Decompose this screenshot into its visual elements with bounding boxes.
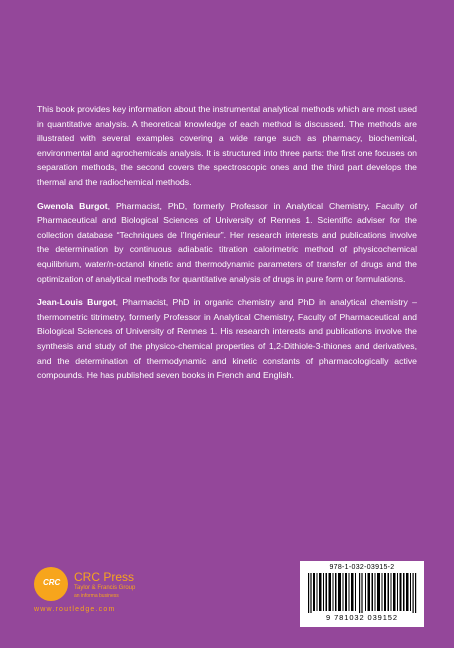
crc-logo-icon	[34, 567, 68, 601]
isbn-number: 978-1-032-03915-2	[329, 564, 395, 571]
author-name: Gwenola Burgot	[37, 200, 108, 211]
barcode-icon	[308, 573, 418, 616]
isbn-barcode	[300, 561, 424, 627]
author-bio-gwenola	[37, 199, 417, 287]
publisher-group: Taylor & Francis Group	[74, 585, 136, 591]
author-bio-text: , Pharmacist, PhD, formerly Professor in Analytical Chemistry, Faculty of Pharmaceutical and Biological Sciences of University of Rennes 1. Scientific adviser for the collection database “Techniques de l’Ingénieur”. Her research interests and publications involve the determination by continuous adiabatic titration calorimetric method of physicochemical equilibrium, water/n-octanol kinetic and thermodynamic parameters of transfer of drugs and the optimization of analytical methods for quantitative analysis of drugs in pure form or formulations.	[37, 200, 417, 284]
book-description: This book provides key information about the instrumental analytical methods which are most used in quantitative analysis. A theoretical knowledge of each method is discussed. The methods are illustrated with several examples covering a wide range such as pharmacy, biochemical, environmental and agrochemicals analysis. It is structured into three parts: the first one focuses on separation methods, the second covers the spectroscopic ones and the third part develops the thermal and the radiochemical methods.	[37, 104, 417, 187]
logo-mark-text: CRC	[43, 578, 61, 587]
publisher-logo	[34, 567, 164, 625]
publisher-name: CRC Press	[74, 570, 135, 584]
publisher-tagline: an informa business	[74, 593, 119, 599]
back-cover-text	[37, 102, 417, 392]
publisher-url: www.routledge.com	[34, 606, 116, 613]
author-bio-jean-louis	[37, 295, 417, 383]
author-name: Jean-Louis Burgot	[37, 297, 116, 308]
author-bio-text: , Pharmacist, PhD in organic chemistry and PhD in analytical chemistry – thermometric titrimetry, formerly Professor in Analytical Chemistry, Faculty of Pharmaceutical and Biological Sciences of University of Rennes 1. His research interests and publications involve the synthesis and study of the physico-chemical properties of 1,2-Dithiole-3-thiones and derivatives, and the determination of thermodynamic and kinetic constants of pharmacologically active compounds. He has published seven books in French and English.	[37, 297, 417, 381]
barcode-digits: 9 781032 039152	[302, 613, 422, 622]
